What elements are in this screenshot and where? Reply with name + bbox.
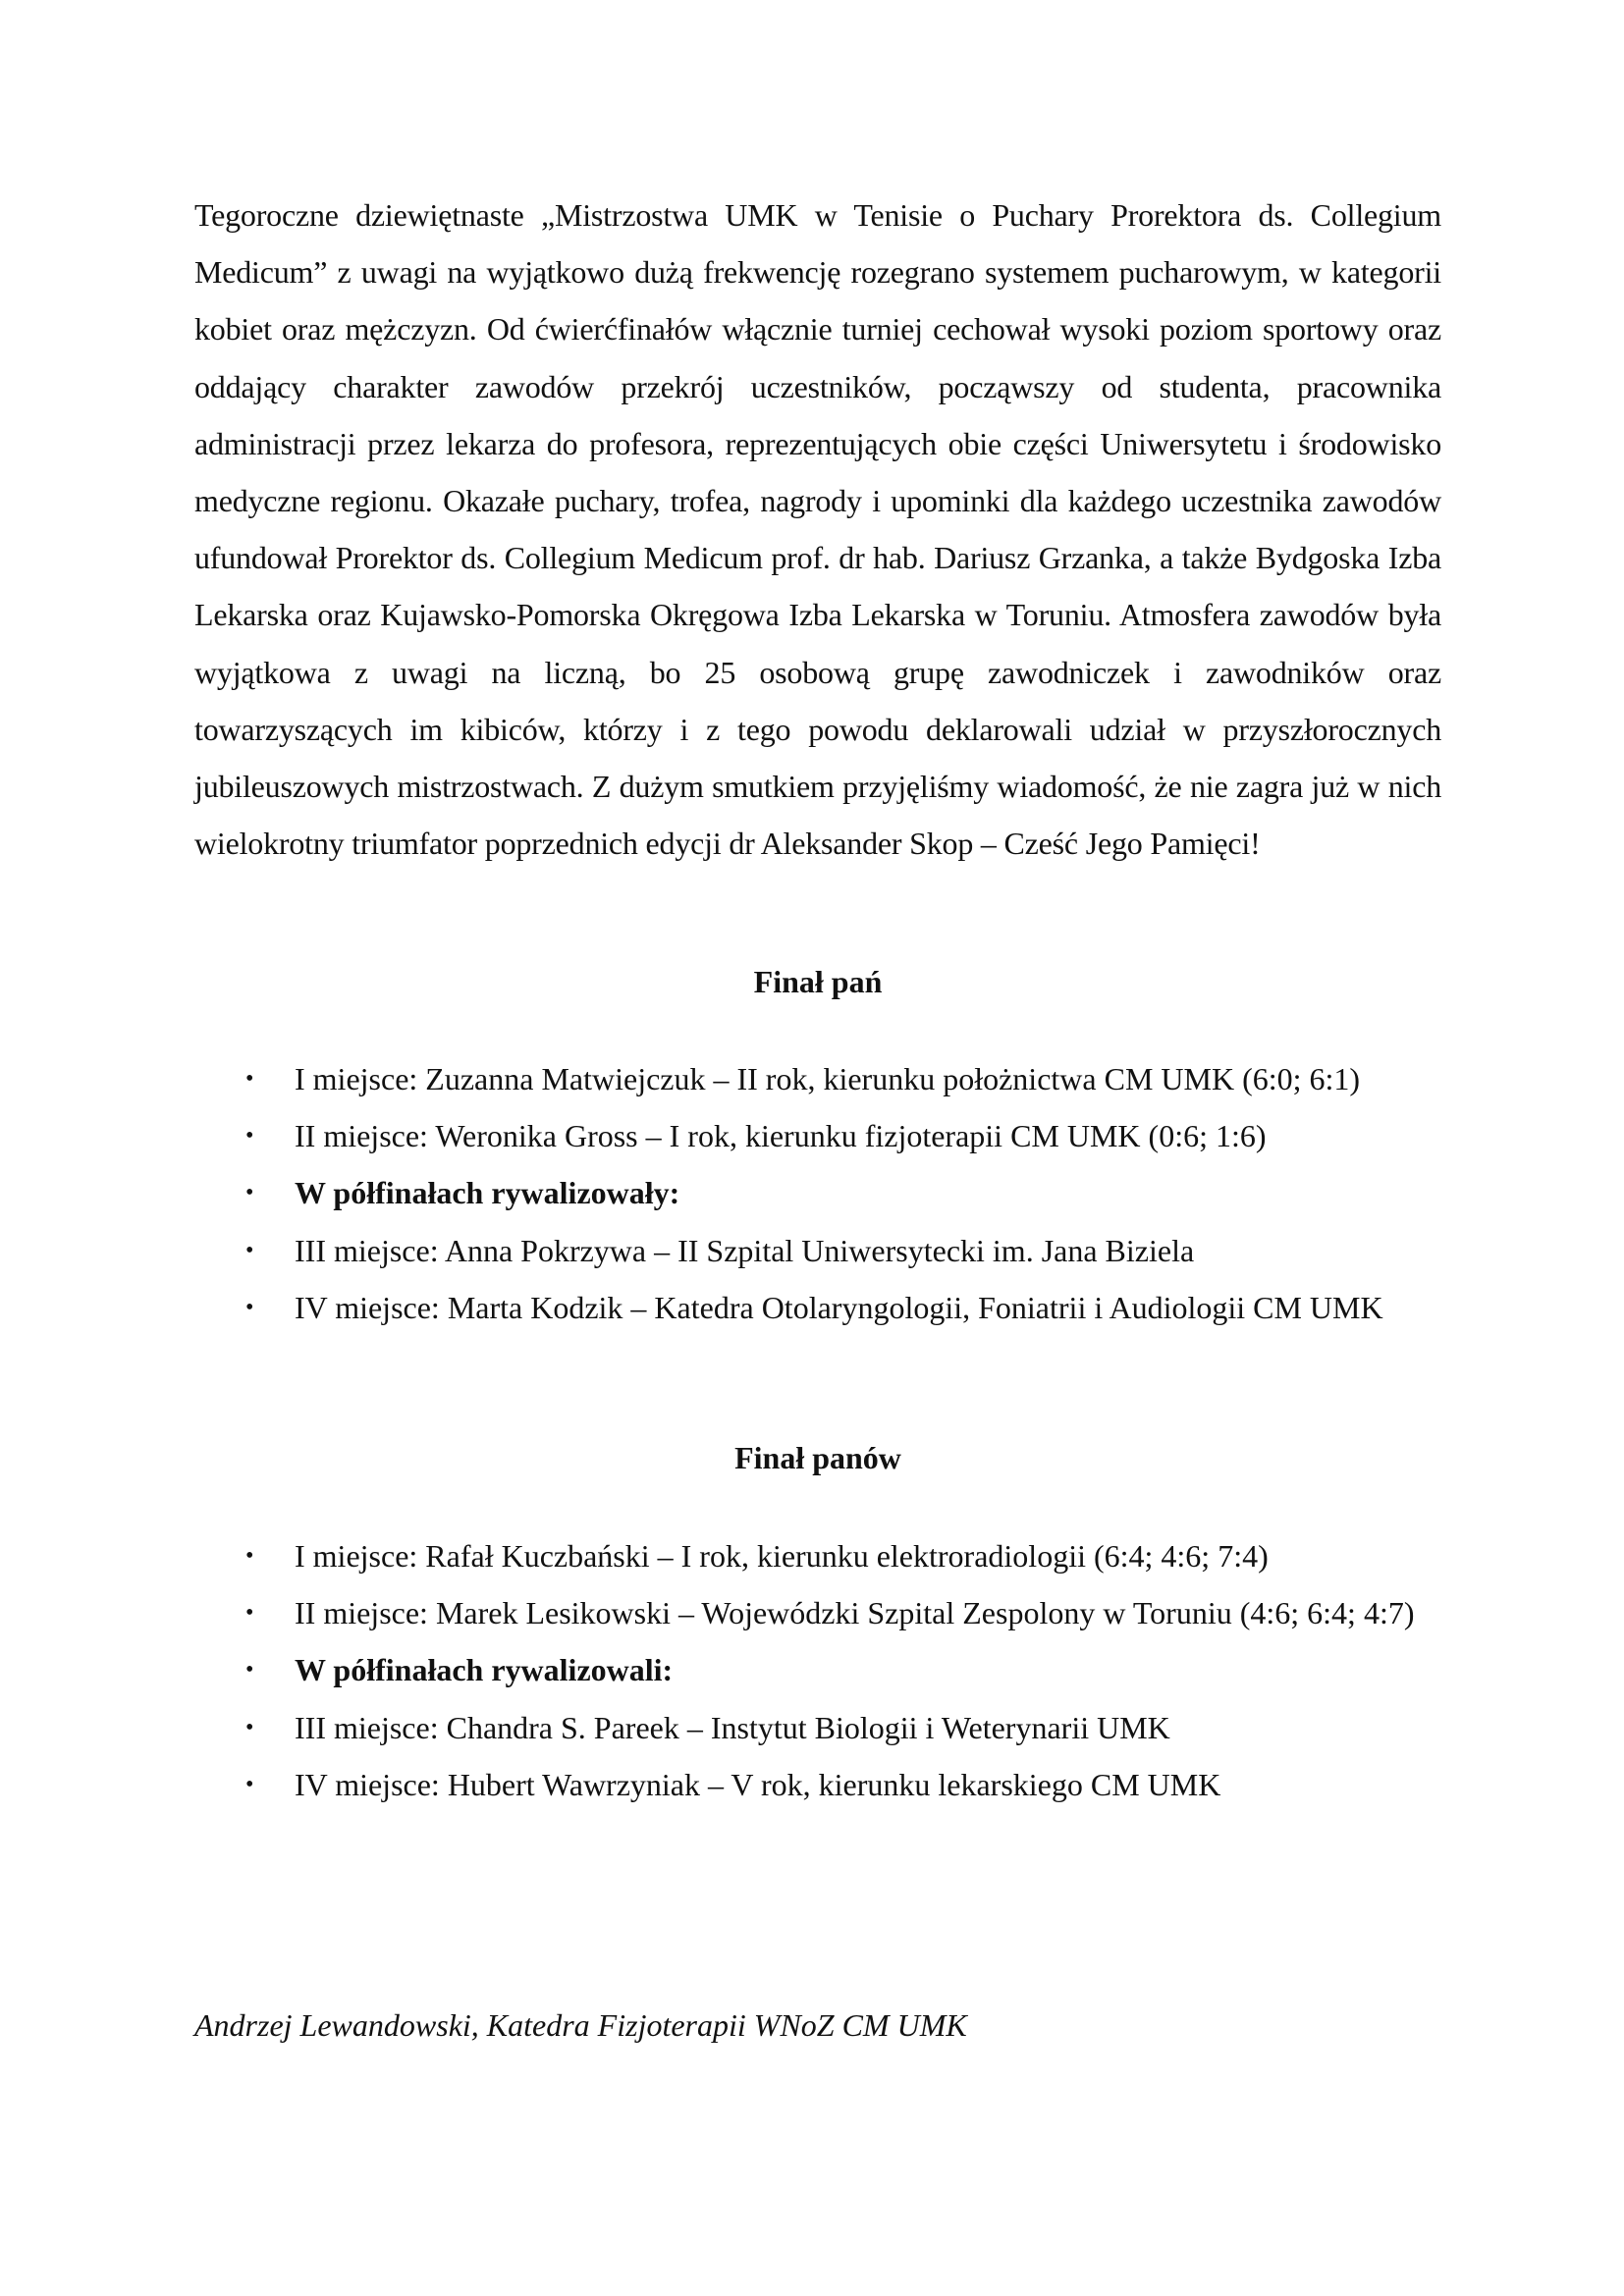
list-item bbox=[194, 1584, 1441, 1641]
list-item bbox=[194, 1527, 1441, 1584]
bullet-icon: • bbox=[245, 1657, 254, 1683]
list-item bbox=[194, 1641, 1441, 1698]
bullet-icon: • bbox=[245, 1123, 254, 1149]
bullet-icon: • bbox=[245, 1180, 254, 1206]
result-text: I miejsce: Zuzanna Matwiejczuk – II rok, kierunku położnictwa CM UMK (6:0; 6:1) bbox=[295, 1061, 1361, 1096]
women-final-heading: Finał pań bbox=[753, 964, 883, 999]
men-results-list bbox=[194, 1527, 1441, 1813]
list-item bbox=[194, 1050, 1441, 1107]
list-item bbox=[194, 1107, 1441, 1164]
list-item bbox=[194, 1279, 1441, 1336]
semifinal-label: W półfinałach rywalizowali: bbox=[295, 1652, 674, 1688]
list-item bbox=[194, 1699, 1441, 1756]
bullet-icon: • bbox=[245, 1771, 254, 1797]
semifinal-label: W półfinałach rywalizowały: bbox=[295, 1175, 680, 1211]
bullet-icon: • bbox=[245, 1294, 254, 1320]
document-page bbox=[194, 187, 1441, 2043]
list-item bbox=[194, 1756, 1441, 1813]
bullet-icon: • bbox=[245, 1237, 254, 1263]
bullet-icon: • bbox=[245, 1543, 254, 1569]
result-text: II miejsce: Weronika Gross – I rok, kierunku fizjoterapii CM UMK (0:6; 1:6) bbox=[295, 1118, 1267, 1154]
list-item bbox=[194, 1164, 1441, 1221]
result-text: IV miejsce: Hubert Wawrzyniak – V rok, kierunku lekarskiego CM UMK bbox=[295, 1766, 1221, 1802]
bullet-icon: • bbox=[245, 1714, 254, 1740]
list-item bbox=[194, 1222, 1441, 1279]
bullet-icon: • bbox=[245, 1600, 254, 1627]
result-text: IV miejsce: Marta Kodzik – Katedra Otolaryngologii, Foniatrii i Audiologii CM UMK bbox=[295, 1289, 1383, 1325]
author-signature: Andrzej Lewandowski, Katedra Fizjoterapii WNoZ CM UMK bbox=[194, 2007, 967, 2043]
men-final-heading: Finał panów bbox=[734, 1440, 901, 1475]
result-text: II miejsce: Marek Lesikowski – Wojewódzki Szpital Zespolony w Toruniu (4:6; 6:4; 4:7) bbox=[295, 1595, 1415, 1631]
result-text: III miejsce: Anna Pokrzywa – II Szpital Uniwersytecki im. Jana Biziela bbox=[295, 1232, 1195, 1268]
result-text: I miejsce: Rafał Kuczbański – I rok, kierunku elektroradiologii (6:4; 4:6; 7:4) bbox=[295, 1538, 1269, 1574]
intro-paragraph: Tegoroczne dziewiętnaste „Mistrzostwa UMK w Tenisie o Puchary Prorektora ds. Collegium Medicum” z uwagi na wyjątkowo dużą frekwencję rozegrano systemem pucharowym, w kategorii kobiet oraz mężczyzn. Od ćwierćfinałów włącznie turniej cechował wysoki poziom sportowy oraz oddający charakter zawodów przekrój uczestników, począwszy od studenta, pracownika administracji przez lekarza do profesora, reprezentujących obie części Uniwersytetu i środowisko medyczne regionu. Okazałe puchary, trofea, nagrody i upominki dla każdego uczestnika zawodów ufundował Prorektor ds. Collegium Medicum prof. dr hab. Dariusz Grzanka, a także Bydgoska Izba Lekarska oraz Kujawsko-Pomorska Okręgowa Izba Lekarska w Toruniu. Atmosfera zawodów była wyjątkowa z uwagi na liczną, bo 25 osobową grupę zawodniczek i zawodników oraz towarzyszących im kibiców, którzy i z tego powodu deklarowali udział w przyszłorocznych jubileuszowych mistrzostwach. Z dużym smutkiem przyjęliśmy wiadomość, że nie zagra już w nich wielokrotny triumfator poprzednich edycji dr Aleksander Skop – Cześć Jego Pamięci! bbox=[194, 197, 1441, 862]
women-results-list bbox=[194, 1050, 1441, 1336]
result-text: III miejsce: Chandra S. Pareek – Instytut Biologii i Weterynarii UMK bbox=[295, 1709, 1170, 1745]
bullet-icon: • bbox=[245, 1066, 254, 1092]
